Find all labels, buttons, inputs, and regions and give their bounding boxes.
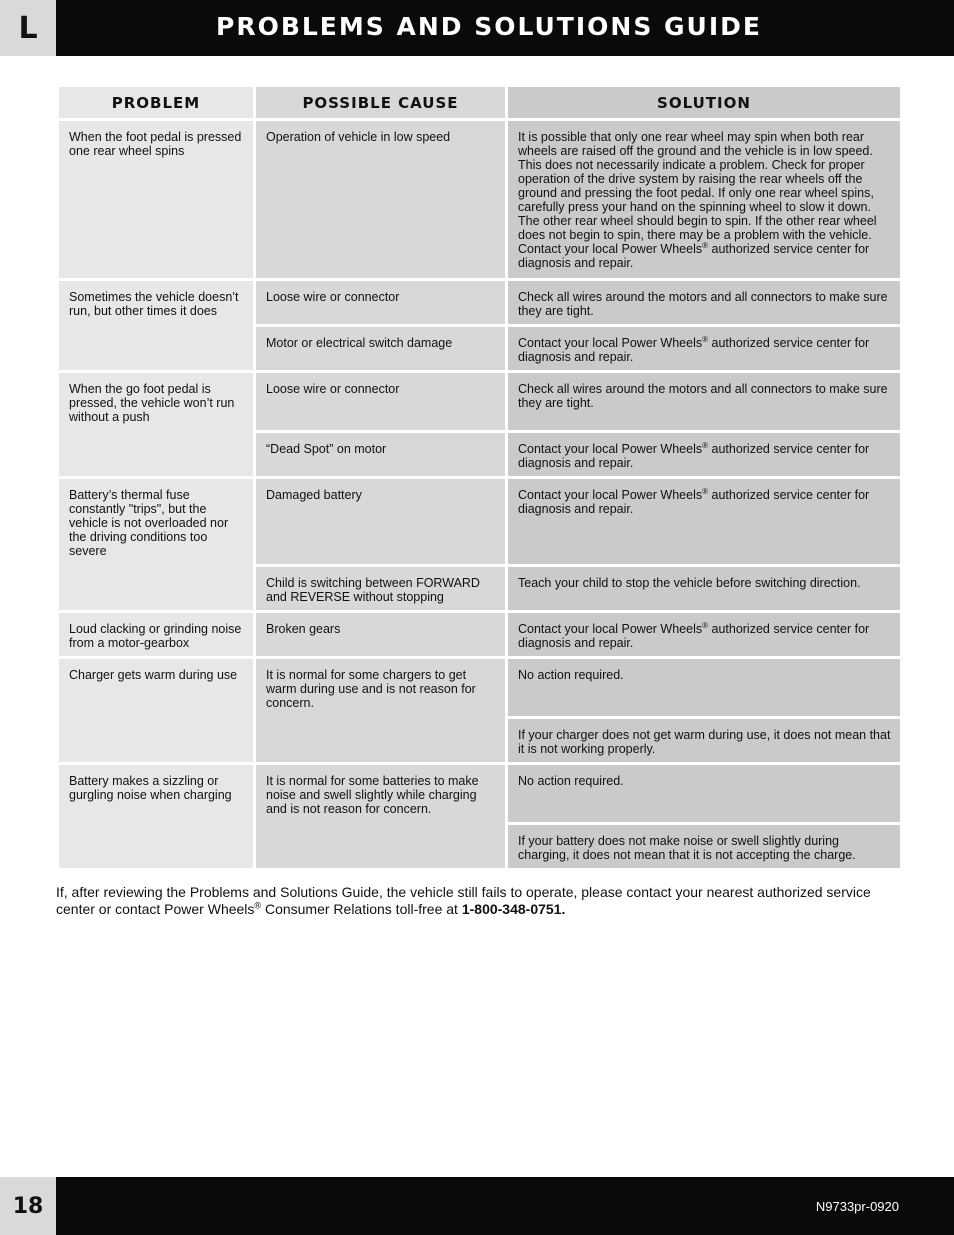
solution-cell: If your charger does not get warm during use, it does not mean that it is not working properly. bbox=[508, 719, 900, 762]
cause-cell: It is normal for some batteries to make noise and swell slightly while charging and is not reason for concern. bbox=[256, 765, 505, 868]
solution-cell: Check all wires around the motors and all connectors to make sure they are tight. bbox=[508, 373, 900, 430]
solution-cell: If your battery does not make noise or swell slightly during charging, it does not mean that it is not accepting the charge. bbox=[508, 825, 900, 868]
cause-cell: It is normal for some chargers to get warm during use and is not reason for concern. bbox=[256, 659, 505, 762]
problem-cell: Sometimes the vehicle doesn’t run, but other times it does bbox=[59, 281, 253, 370]
contact-note: If, after reviewing the Problems and Solutions Guide, the vehicle still fails to operate, please contact your nearest authorized service center or contact Power Wheels® Consumer Relations toll-free at 1-800-348-0751. bbox=[56, 884, 871, 917]
table-row bbox=[59, 121, 900, 278]
registered-mark: ® bbox=[702, 440, 709, 450]
column-header-problem: PROBLEM bbox=[59, 87, 253, 118]
column-header-cause: POSSIBLE CAUSE bbox=[256, 87, 505, 118]
cause-cell: Operation of vehicle in low speed bbox=[256, 121, 505, 278]
page-number: 18 bbox=[0, 1177, 56, 1235]
cause-cell: “Dead Spot” on motor bbox=[256, 433, 505, 476]
solution-cell: No action required. bbox=[508, 659, 900, 716]
section-letter: L bbox=[0, 0, 56, 56]
cause-cell: Loose wire or connector bbox=[256, 281, 505, 324]
table-row bbox=[59, 479, 900, 564]
problems-solutions-table bbox=[56, 84, 903, 871]
problem-cell: Battery makes a sizzling or gurgling noise when charging bbox=[59, 765, 253, 868]
table-row bbox=[59, 613, 900, 656]
table-row bbox=[59, 765, 900, 822]
solution-cell: It is possible that only one rear wheel may spin when both rear wheels are raised off the ground and the vehicle is in low speed. This does not necessarily indicate a problem. Check for proper operation of the drive system by raising the rear wheels off the ground and pressing the foot pedal. If only one rear wheel spins, carefully press your hand on the spinning wheel to slow it down. The other rear wheel should begin to spin. If the other rear wheel does not begin to spin, there may be a problem with the vehicle. Contact your local Power Wheels® authorized service center for diagnosis and repair. bbox=[508, 121, 900, 278]
solution-cell: Check all wires around the motors and all connectors to make sure they are tight. bbox=[508, 281, 900, 324]
problem-cell: When the go foot pedal is pressed, the vehicle won’t run without a push bbox=[59, 373, 253, 476]
problem-cell: Charger gets warm during use bbox=[59, 659, 253, 762]
document-code: N9733pr-0920 bbox=[815, 1199, 899, 1214]
table-row bbox=[59, 659, 900, 716]
solution-cell: Teach your child to stop the vehicle before switching direction. bbox=[508, 567, 900, 610]
table-header-row bbox=[59, 87, 900, 118]
cause-cell: Motor or electrical switch damage bbox=[256, 327, 505, 370]
registered-mark: ® bbox=[702, 620, 709, 630]
solution-cell: Contact your local Power Wheels® authorized service center for diagnosis and repair. bbox=[508, 433, 900, 476]
cause-cell: Broken gears bbox=[256, 613, 505, 656]
registered-mark: ® bbox=[702, 240, 709, 250]
table-row bbox=[59, 281, 900, 324]
page-title: PROBLEMS AND SOLUTIONS GUIDE bbox=[216, 12, 762, 41]
solution-cell: Contact your local Power Wheels® authorized service center for diagnosis and repair. bbox=[508, 327, 900, 370]
problem-cell: Battery’s thermal fuse constantly "trips", but the vehicle is not overloaded nor the driving conditions too severe bbox=[59, 479, 253, 610]
cause-cell: Loose wire or connector bbox=[256, 373, 505, 430]
page-header bbox=[0, 0, 954, 56]
registered-mark: ® bbox=[254, 900, 262, 911]
column-header-solution: SOLUTION bbox=[508, 87, 900, 118]
problem-cell: When the foot pedal is pressed one rear wheel spins bbox=[59, 121, 253, 278]
cause-cell: Child is switching between FORWARD and REVERSE without stopping bbox=[256, 567, 505, 610]
solution-cell: Contact your local Power Wheels® authorized service center for diagnosis and repair. bbox=[508, 613, 900, 656]
solution-cell: No action required. bbox=[508, 765, 900, 822]
problem-cell: Loud clacking or grinding noise from a motor-gearbox bbox=[59, 613, 253, 656]
phone-number: 1-800-348-0751. bbox=[461, 901, 566, 917]
page-footer bbox=[0, 1177, 954, 1235]
cause-cell: Damaged battery bbox=[256, 479, 505, 564]
table-row bbox=[59, 373, 900, 430]
registered-mark: ® bbox=[702, 486, 709, 496]
registered-mark: ® bbox=[702, 334, 709, 344]
solution-cell: Contact your local Power Wheels® authorized service center for diagnosis and repair. bbox=[508, 479, 900, 564]
